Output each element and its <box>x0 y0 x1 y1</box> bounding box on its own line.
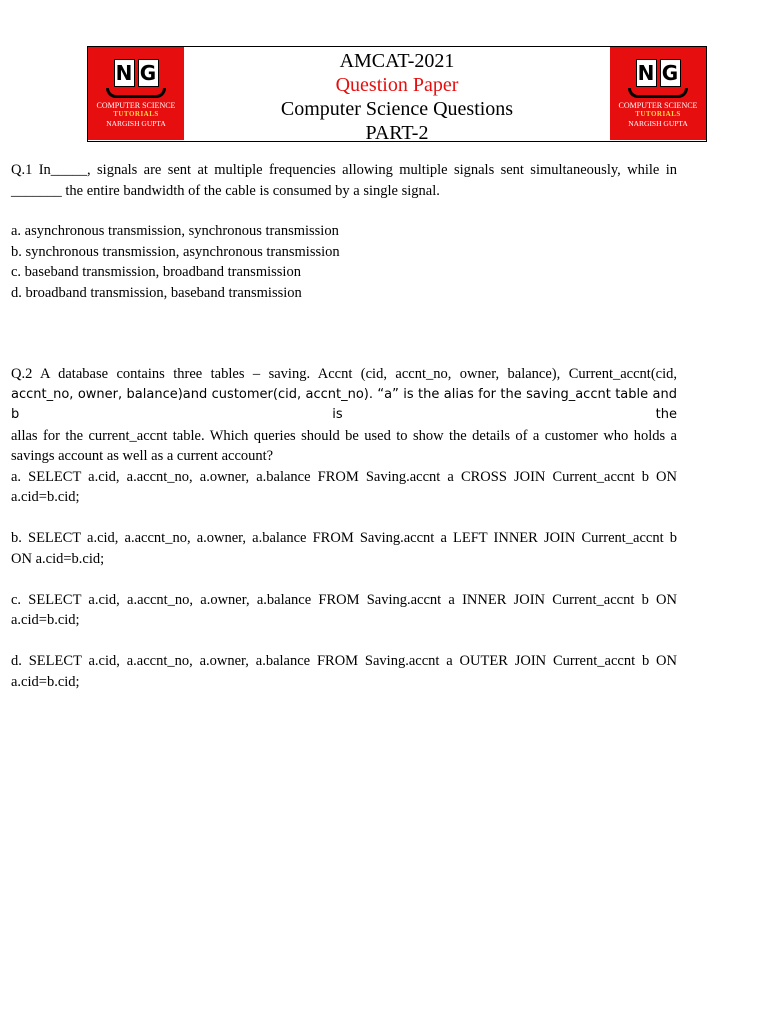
logo-letter-g: G <box>138 59 159 87</box>
q2-option-a-line1: a. SELECT a.cid, a.accnt_no, a.owner, a.balance FROM Saving.accnt a CROSS JOIN Current_accnt b ON <box>11 468 677 485</box>
q2-option-b-line2: ON a.cid=b.cid; <box>11 550 105 567</box>
ng-logo-left <box>88 47 184 140</box>
header-box <box>87 46 707 142</box>
q1-option-d: d. broadband transmission, baseband transmission <box>11 284 302 301</box>
book-icon <box>106 88 166 98</box>
book-icon <box>628 88 688 98</box>
paper-subtitle: Question Paper <box>335 74 459 96</box>
q1-stem-line2: _______ the entire bandwidth of the cable is consumed by a single signal. <box>11 182 440 199</box>
logo-letter-n: N <box>636 59 657 87</box>
logo-text-author: NARGISH GUPTA <box>628 119 688 128</box>
exam-title: AMCAT-2021 <box>339 50 455 72</box>
q2-option-c-line2: a.cid=b.cid; <box>11 612 80 628</box>
q2-stem-line4: savings account as well as a current account? <box>11 448 274 464</box>
q2-option-c-line1: c. SELECT a.cid, a.accnt_no, a.owner, a.balance FROM Saving.accnt a INNER JOIN Current_accnt b ON <box>11 591 677 608</box>
logo-letter-n: N <box>114 59 135 87</box>
q1-stem-line1: Q.1 In_____, signals are sent at multiple frequencies allowing multiple signals sent simultaneously, while in <box>11 162 677 178</box>
q1-option-b: b. synchronous transmission, asynchronous transmission <box>11 243 340 260</box>
q2-stem-line2: accnt_no, owner, balance)and customer(cid, accnt_no). “a” is the alias for the saving_accnt table and b is the <box>11 386 677 422</box>
logo-letter-g: G <box>660 59 681 87</box>
logo-text-tutorials: TUTORIALS <box>113 110 159 118</box>
q2-stem-line1: Q.2 A database contains three tables – saving. Accnt (cid, accnt_no, owner, balance), Current_accnt(cid, <box>11 366 677 382</box>
header-title-block <box>184 49 610 145</box>
q2-option-d-line2: a.cid=b.cid; <box>11 673 80 690</box>
question-content <box>11 160 677 692</box>
subject-title: Computer Science Questions <box>280 98 514 120</box>
q2-stem-line3: allas for the current_accnt table. Which queries should be used to show the details of a customer who holds a <box>11 427 677 444</box>
q2-option-d-line1: d. SELECT a.cid, a.accnt_no, a.owner, a.balance FROM Saving.accnt a OUTER JOIN Current_accnt b ON <box>11 653 677 669</box>
part-label: PART-2 <box>365 122 429 144</box>
ng-logo-right <box>610 47 706 140</box>
q2-option-b-line1: b. SELECT a.cid, a.accnt_no, a.owner, a.balance FROM Saving.accnt a LEFT INNER JOIN Current_accnt b <box>11 530 677 546</box>
logo-text-computer-science: COMPUTER SCIENCE <box>618 101 698 110</box>
logo-text-computer-science: COMPUTER SCIENCE <box>96 101 176 110</box>
q1-option-c: c. baseband transmission, broadband transmission <box>11 264 301 280</box>
q2-option-a-line2: a.cid=b.cid; <box>11 489 80 505</box>
q1-option-a: a. asynchronous transmission, synchronous transmission <box>11 223 339 239</box>
logo-text-tutorials: TUTORIALS <box>635 110 681 118</box>
logo-text-author: NARGISH GUPTA <box>106 119 166 128</box>
